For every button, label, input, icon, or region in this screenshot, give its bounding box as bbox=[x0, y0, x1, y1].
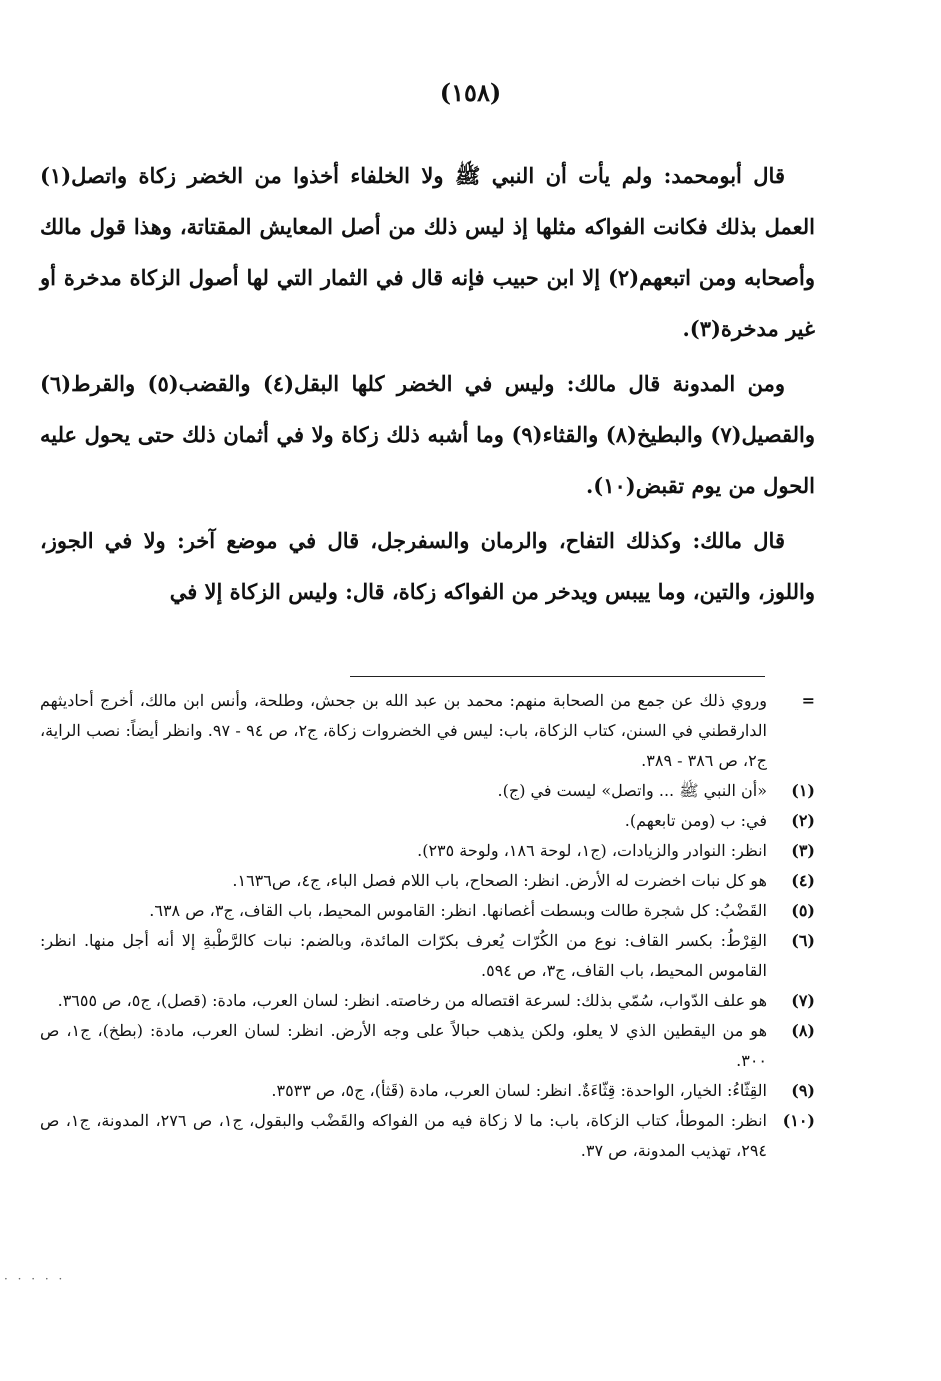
footnote-text: القِثّاءُ: الخيار، الواحدة: قِثّاءَةٌ. انظر: لسان العرب، مادة (قَثأ)، ج٥، ص ٣٥٣٣. bbox=[271, 1081, 767, 1100]
paragraph: قال مالك: وكذلك التفاح، والرمان والسفرجل، قال في موضع آخر: ولا في الجوز، واللوز، والتين، وما ييبس ويدخر من الفواكه زكاة، قال: وليس الزكاة إلا في bbox=[40, 528, 815, 604]
footnote-marker: (٥) bbox=[791, 901, 815, 920]
footnotes bbox=[40, 686, 815, 1166]
footnote-text: القَضْبُ: كل شجرة طالت وبسطت أغصانها. انظر: القاموس المحيط، باب القاف، ج٣، ص ٦٣٨. bbox=[149, 901, 767, 920]
footnote-text: القِرْطُ: بكسر القاف: نوع من الكُرّات يُعرف بكرّات المائدة، وبالضم: نبات كالرَّطْبةِ إلا أنه أجل منها. انظر: القاموس المحيط، باب القاف، ج٣، ص ٥٩٤. bbox=[40, 931, 767, 980]
footnote-marker: (١٠) bbox=[782, 1111, 815, 1130]
main-text bbox=[40, 150, 815, 621]
footnote-text: في: ب (ومن تابعهم). bbox=[624, 811, 767, 830]
page-number: (١٥٨) bbox=[439, 78, 502, 107]
footnote-marker: (٩) bbox=[791, 1081, 815, 1100]
footnote bbox=[40, 776, 815, 806]
footnote-marker: (١) bbox=[791, 781, 815, 800]
footnote-text: هو من اليقطين الذي لا يعلو، ولكن يذهب حبالاً على وجه الأرض. انظر: لسان العرب، مادة: (بطخ)، ج١، ص ٣٠٠. bbox=[40, 1021, 768, 1070]
footnote bbox=[40, 806, 815, 836]
paragraph: ومن المدونة قال مالك: وليس في الخضر كلها البقل(٤) والقضب(٥) والقرط(٦) والقصيل(٧) والبطيخ(٨) والقثاء(٩) وما أشبه ذلك زكاة ولا في أثمان ذلك حتى يحول عليه الحول من يوم تقبض(١٠). bbox=[40, 371, 815, 498]
footnote-text: انظر: الموطأ، كتاب الزكاة، باب: ما لا زكاة فيه من الفواكه والقَضْب والبقول، ج١، ص ٢٧٦، المدونة، ج١، ص ٢٩٤، تهذيب المدونة، ص ٣٧. bbox=[40, 1111, 767, 1160]
footnote-divider bbox=[350, 676, 765, 677]
footnote bbox=[40, 1016, 815, 1076]
footnote-text: هو كل نبات اخضرت له الأرض. انظر: الصحاح، باب اللام فصل الباء، ج٤، ص١٦٣٦. bbox=[232, 871, 767, 890]
footnote-text: هو علف الدّواب، سُمّي بذلك: لسرعة اقتصاله من رخاصته. انظر: لسان العرب، مادة: (قصل)، ج٥، ص ٣٦٥٥. bbox=[57, 991, 767, 1010]
footnote bbox=[40, 686, 815, 776]
footnote bbox=[40, 896, 815, 926]
footnote bbox=[40, 1106, 815, 1166]
footnote bbox=[40, 986, 815, 1016]
footnote-marker: (٧) bbox=[791, 991, 815, 1010]
footnote-text: انظر: النوادر والزيادات، (ج١، لوحة ١٨٦، ولوحة ٢٣٥). bbox=[417, 841, 767, 860]
footnote-marker: (٣) bbox=[791, 841, 815, 860]
paragraph: قال أبومحمد: ولم يأت أن النبي ﷺ ولا الخلفاء أخذوا من الخضر زكاة واتصل(١) العمل بذلك فكانت الفواكه مثلها إذ ليس ذلك من أصل المعايش المقتاتة، وهذا قول مالك وأصحابه ومن اتبعهم(٢) إلا ابن حبيب فإنه قال في الثمار التي لها أصول الزكاة مدخرة أو غير مدخرة(٣). bbox=[40, 163, 815, 341]
footnote-text: وروي ذلك عن جمع من الصحابة منهم: محمد بن عبد الله بن جحش، وطلحة، وأنس ابن مالك، أخرج أحاديثهم الدارقطني في السنن، كتاب الزكاة، باب: ليس في الخضروات زكاة، ج٢، ص ٩٤ - ٩٧. وانظر أيضاً: نصب الراية، ج٢، ص ٣٨٦ - ٣٨٩. bbox=[40, 691, 768, 770]
footnote bbox=[40, 1076, 815, 1106]
footnote-marker: (٨) bbox=[791, 1021, 815, 1040]
footnote-marker: = bbox=[801, 691, 815, 710]
footnote-marker: (٦) bbox=[791, 931, 815, 950]
scan-margin-marks: · · · · · bbox=[4, 1272, 66, 1286]
footnote-marker: (٢) bbox=[791, 811, 815, 830]
footnote bbox=[40, 926, 815, 986]
footnote-marker: (٤) bbox=[791, 871, 815, 890]
footnote bbox=[40, 866, 815, 896]
footnote bbox=[40, 836, 815, 866]
footnote-text: «أن النبي ﷺ ... واتصل» ليست في (ج). bbox=[497, 781, 767, 800]
